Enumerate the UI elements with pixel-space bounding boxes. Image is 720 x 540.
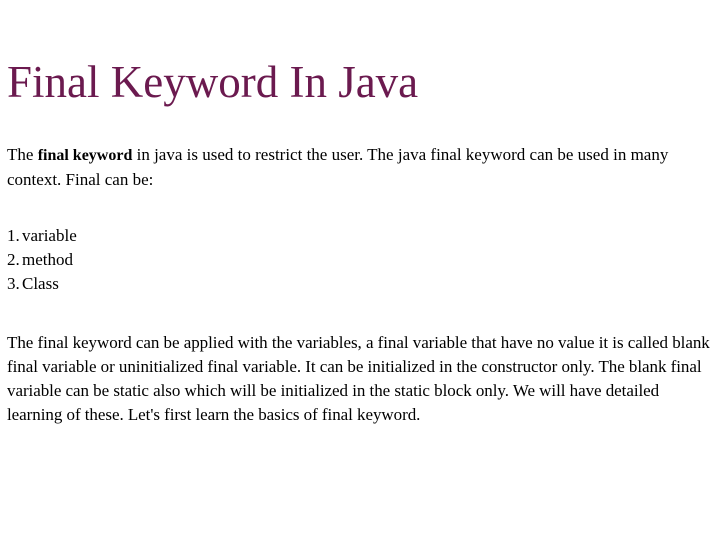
intro-keyword: final keyword [37, 147, 133, 164]
intro-prefix: The [7, 145, 38, 164]
intro-suffix: in java is used to restrict the user. The java final keyword can be used in many context. Final can be: [7, 145, 669, 189]
final-usage-list [7, 224, 77, 296]
intro-paragraph [7, 143, 707, 192]
list-item [7, 272, 77, 296]
list-item-number: 2. [7, 250, 20, 269]
list-item [7, 224, 77, 248]
slide-title: Final Keyword In Java [7, 57, 419, 107]
list-item-text: Class [22, 274, 59, 293]
list-item-text: variable [22, 226, 77, 245]
list-item [7, 248, 77, 272]
body-paragraph: The final keyword can be applied with the variables, a final variable that have no value it is called blank final variable or uninitialized final variable. It can be initialized in the constructor only. The blank final variable can be static also which will be initialized in the static block only. We will have detailed learning of these. Let's first learn the basics of final keyword. [7, 333, 710, 424]
list-item-number: 1. [7, 226, 20, 245]
list-item-text: method [22, 250, 73, 269]
list-item-number: 3. [7, 274, 20, 293]
